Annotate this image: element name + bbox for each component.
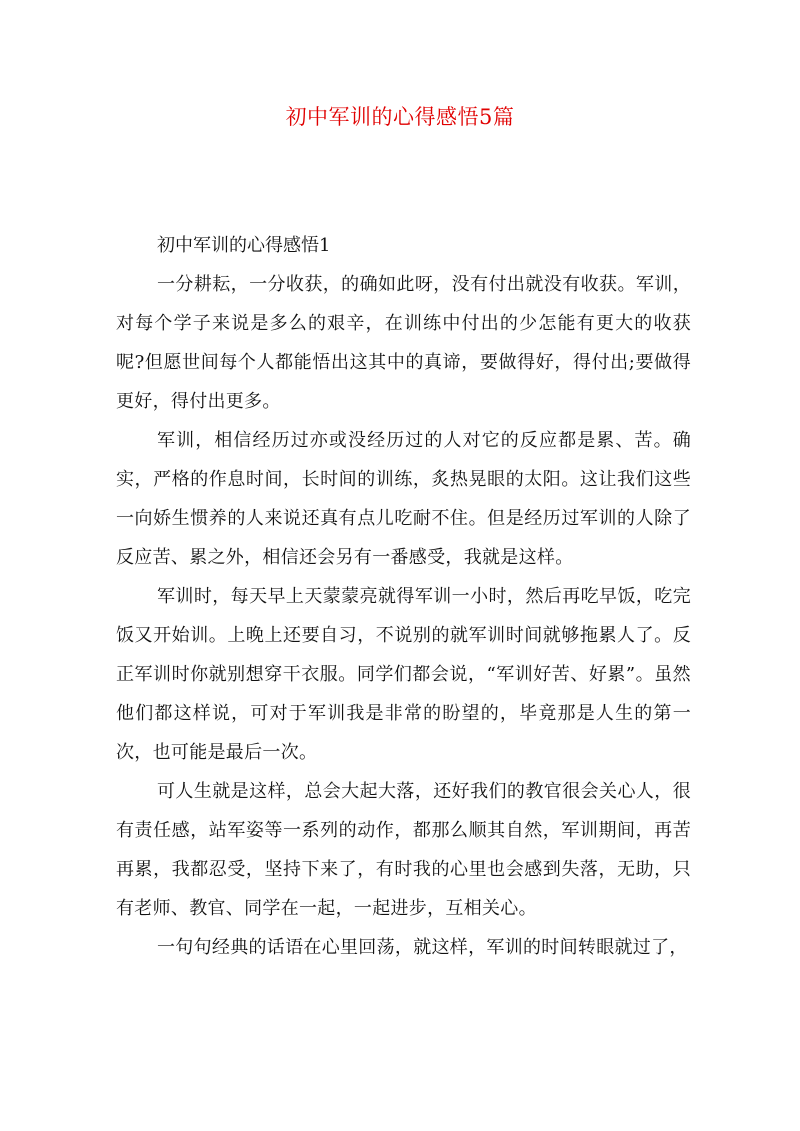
document-title: 初中军训的心得感悟5篇 [285, 105, 515, 129]
paragraph-1: 一分耕耘，一分收获，的确如此呀，没有付出就没有收获。军训，对每个学子来说是多么的艰辛，在训练中付出的少怎能有更大的收获呢?但愿世间每个人都能悟出这其中的真谛，要做得好，得付出;要做得更好，得付出更多。 [116, 274, 691, 412]
paragraph-4: 可人生就是这样，总会大起大落，还好我们的教官很会关心人，很有责任感，站军姿等一系列的动作，都那么顺其自然，军训期间，再苦再累，我都忍受，坚持下来了，有时我的心里也会感到失落，无助，只有老师、教官、同学在一起，一起进步，互相关心。 [116, 781, 691, 919]
paragraph-3: 军训时，每天早上天蒙蒙亮就得军训一小时，然后再吃早饭，吃完饭又开始训。上晚上还要自习，不说别的就军训时间就够拖累人了。反正军训时你就别想穿干衣服。同学们都会说，“军训好苦、好累”。虽然他们都这样说，可对于军训我是非常的盼望的，毕竟那是人生的第一次，也可能是最后一次。 [116, 586, 691, 763]
paragraph-2: 军训，相信经历过亦或没经历过的人对它的反应都是累、苦。确实，严格的作息时间，长时间的训练，炙热晃眼的太阳。这让我们这些一向娇生惯养的人来说还真有点儿吃耐不住。但是经历过军训的人除了反应苦、累之外，相信还会另有一番感受，我就是这样。 [116, 430, 691, 568]
section-heading: 初中军训的心得感悟1 [157, 235, 331, 256]
document-body [116, 226, 691, 967]
paragraph-5: 一句句经典的话语在心里回荡，就这样，军训的时间转眼就过了， [157, 937, 688, 958]
